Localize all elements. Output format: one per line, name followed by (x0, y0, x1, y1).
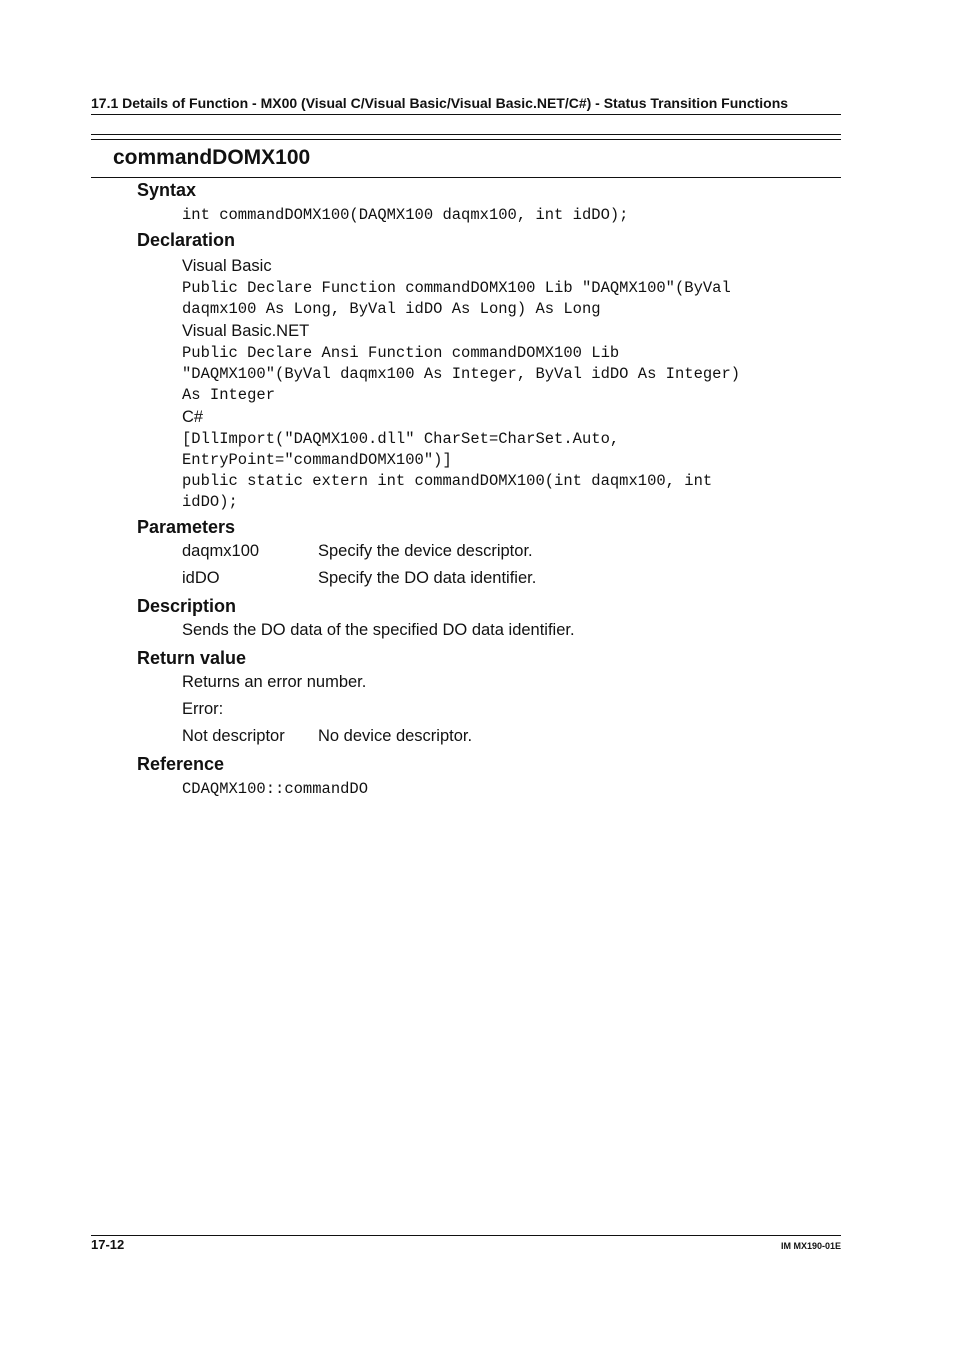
return-value-heading: Return value (137, 648, 247, 668)
parameters-list (182, 538, 837, 592)
syntax-code: int commandDOMX100(DAQMX100 daqmx100, int idDO); (182, 206, 629, 224)
csharp-label: C# (182, 408, 204, 426)
description-heading: Description (137, 596, 237, 616)
title-top-rule-2 (91, 139, 841, 140)
error-label: Error: (182, 700, 224, 718)
page-number: 17-12 (91, 1237, 125, 1252)
running-header: 17.1 Details of Function - MX00 (Visual C/Visual Basic/Visual Basic.NET/C#) - Status Transition Functions (91, 95, 789, 111)
error-desc: No device descriptor. (318, 727, 473, 745)
parameters-heading: Parameters (137, 517, 236, 537)
header-rule (91, 114, 841, 115)
syntax-heading: Syntax (137, 180, 197, 200)
parameter-desc: Specify the device descriptor. (318, 542, 533, 560)
vbnet-declaration-code: Public Declare Ansi Function commandDOMX100 Lib "DAQMX100"(ByVal daqmx100 As Integer, ByVal idDO As Integer) As Integer (182, 344, 741, 404)
document-id: IM MX190-01E (780, 1241, 841, 1251)
function-title: commandDOMX100 (113, 146, 311, 169)
reference-code: CDAQMX100::commandDO (182, 780, 369, 798)
csharp-declaration-code: [DllImport("DAQMX100.dll" CharSet=CharSet.Auto, EntryPoint="commandDOMX100")] public static extern int commandDOMX100(int daqmx100, int idDO); (182, 430, 713, 511)
footer-rule (91, 1235, 841, 1236)
vbnet-label: Visual Basic.NET (182, 322, 310, 340)
parameter-desc: Specify the DO data identifier. (318, 569, 537, 587)
parameter-row (182, 565, 837, 592)
return-value-text: Returns an error number. (182, 673, 367, 691)
vb-label: Visual Basic (182, 257, 272, 275)
error-row (182, 723, 837, 750)
function-body (137, 180, 837, 800)
reference-heading: Reference (137, 754, 225, 774)
error-name: Not descriptor (182, 727, 285, 745)
title-bottom-rule (91, 177, 841, 178)
parameter-row (182, 538, 837, 565)
description-text: Sends the DO data of the specified DO data identifier. (182, 621, 575, 639)
vb-declaration-code: Public Declare Function commandDOMX100 Lib "DAQMX100"(ByVal daqmx100 As Long, ByVal idDO As Long) As Long (182, 279, 731, 318)
parameter-name: daqmx100 (182, 542, 260, 560)
parameter-name: idDO (182, 569, 220, 587)
declaration-heading: Declaration (137, 230, 236, 250)
title-top-rule (91, 134, 841, 135)
